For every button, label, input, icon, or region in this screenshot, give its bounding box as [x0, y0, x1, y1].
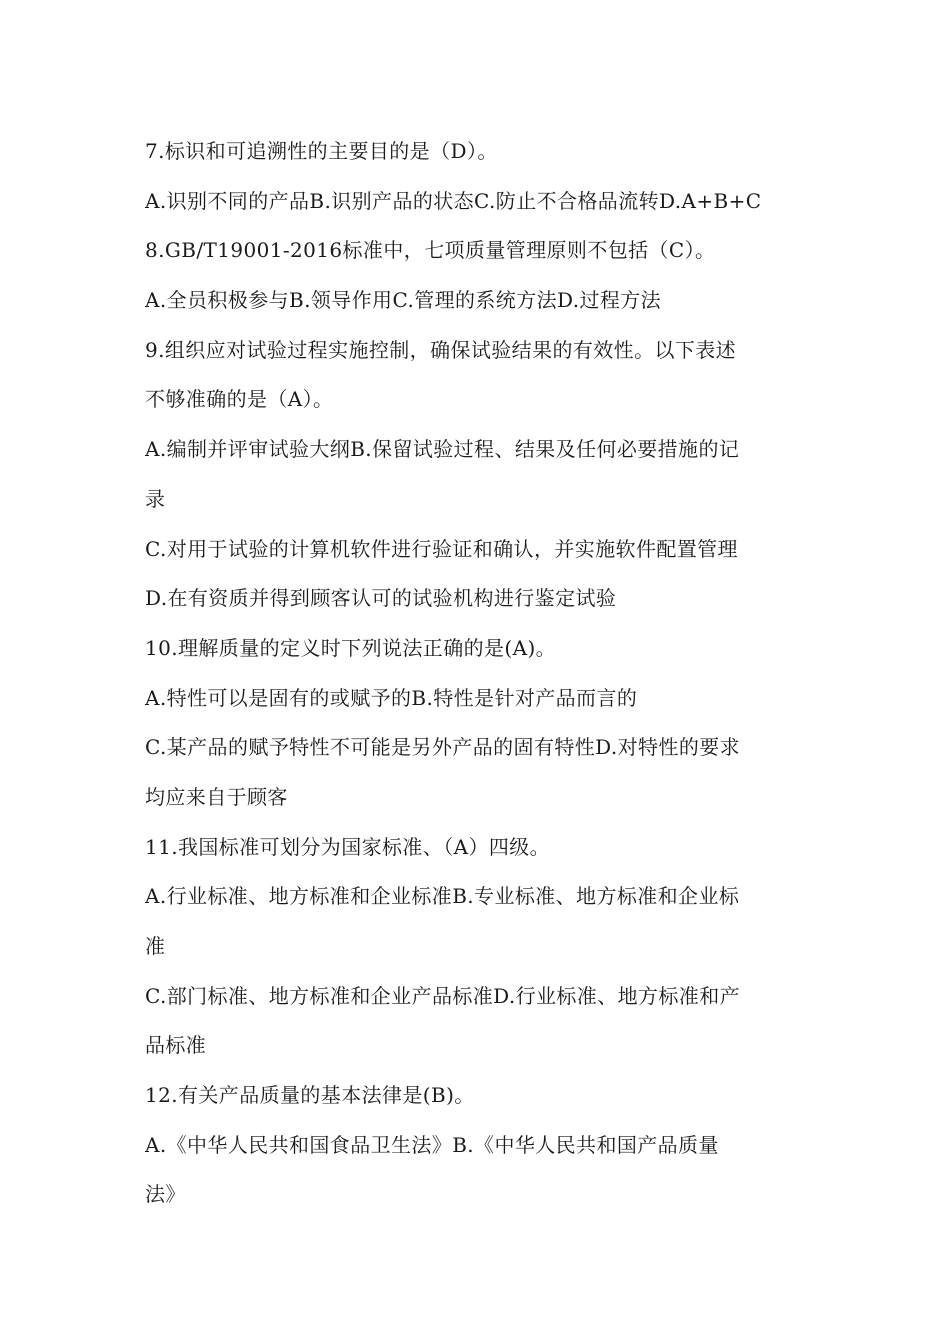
question-9-stem-cont: 不够准确的是（A）。: [145, 387, 334, 412]
question-7-stem: 7.标识和可追溯性的主要目的是（D）。: [145, 139, 498, 163]
question-11-options-ab: A.行业标准、地方标准和企业标准B.专业标准、地方标准和企业标: [145, 884, 740, 909]
question-9-option-d: D.在有资质并得到顾客认可的试验机构进行鉴定试验: [145, 586, 617, 611]
question-12-options-ab-cont: 法》: [145, 1182, 186, 1207]
question-12-options-ab: A.《中华人民共和国食品卫生法》B.《中华人民共和国产品质量: [145, 1132, 719, 1157]
question-12-stem: 12.有关产品质量的基本法律是(B)。: [145, 1083, 475, 1108]
question-11-options-cd: C.部门标准、地方标准和企业产品标准D.行业标准、地方标准和产: [145, 983, 741, 1008]
question-10-options-cd: C.某产品的赋予特性不可能是另外产品的固有特性D.对特性的要求: [145, 735, 741, 760]
question-10-stem: 10.理解质量的定义时下列说法正确的是(A)。: [145, 635, 557, 660]
question-8-options: A.全员积极参与B.领导作用C.管理的系统方法D.过程方法: [145, 288, 662, 313]
question-10-options-cd-cont: 均应来自于顾客: [145, 784, 288, 809]
question-10-options-ab: A.特性可以是固有的或赋予的B.特性是针对产品而言的: [145, 685, 638, 710]
question-11-options-cd-cont: 品标准: [145, 1033, 207, 1058]
question-11-stem: 11.我国标准可划分为国家标准、（A）四级。: [145, 834, 551, 859]
question-7-options: A.识别不同的产品B.识别产品的状态C.防止不合格品流转D.A+B+C: [145, 188, 762, 213]
question-8-stem: 8.GB/T19001-2016标准中，七项质量管理原则不包括（C）。: [145, 238, 716, 263]
question-9-options-ab-cont: 录: [145, 486, 166, 511]
question-11-options-ab-cont: 准: [145, 934, 166, 958]
question-9-options-ab: A.编制并评审试验大纲B.保留试验过程、结果及任何必要措施的记: [145, 437, 740, 462]
question-9-option-c: C.对用于试验的计算机软件进行验证和确认，并实施软件配置管理: [145, 536, 738, 561]
question-9-stem: 9.组织应对试验过程实施控制，确保试验结果的有效性。以下表述: [145, 337, 737, 362]
document-body: [145, 127, 825, 1220]
